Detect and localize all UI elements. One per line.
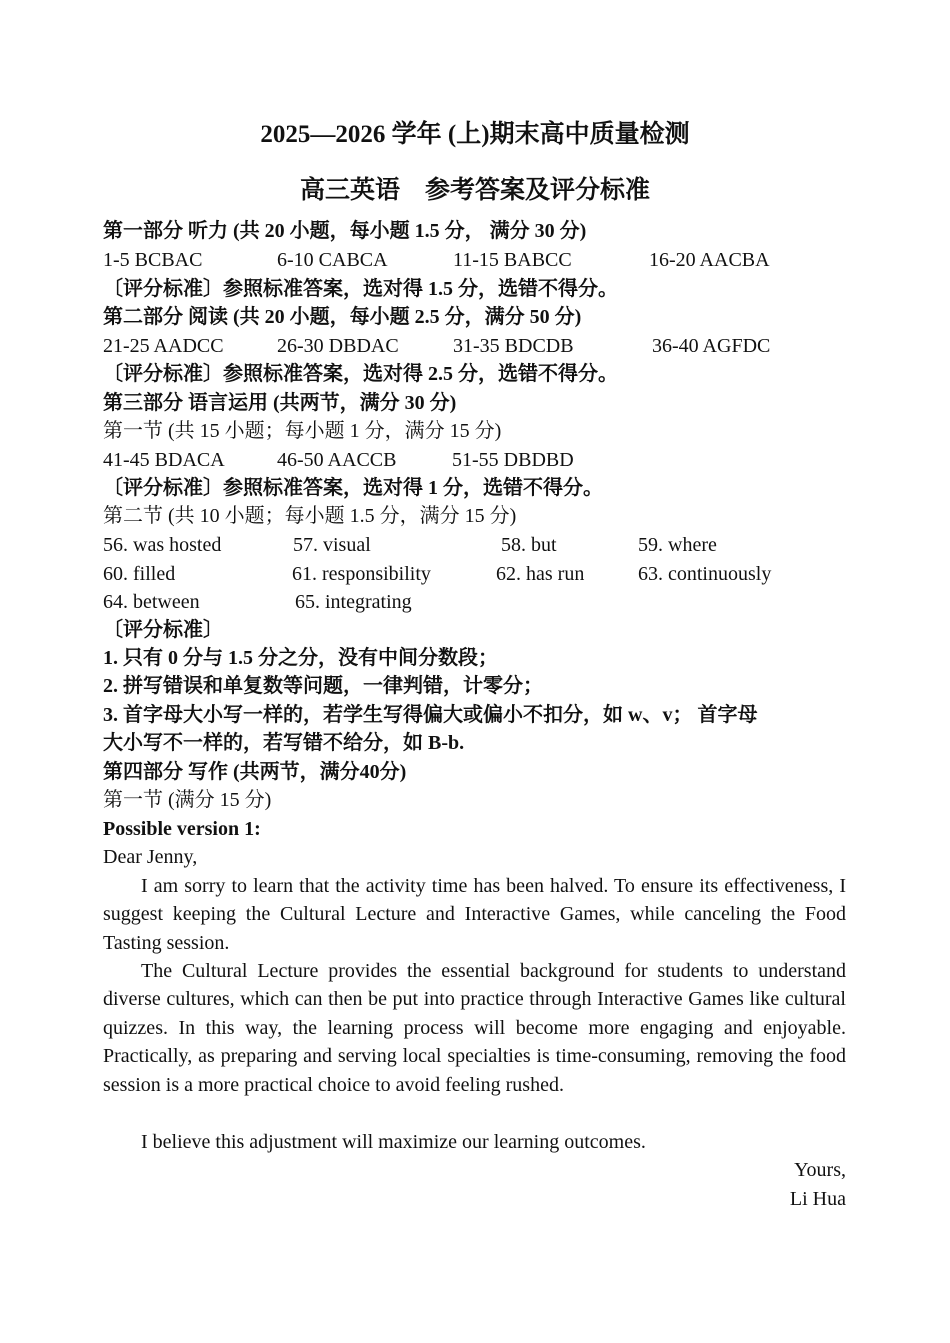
grading-rule-1: 1. 只有 0 分与 1.5 分之分，没有中间分数段； <box>103 647 498 669</box>
possible-version-label: Possible version 1: <box>103 818 261 840</box>
document-subtitle: 高三英语 参考答案及评分标准 <box>299 177 650 204</box>
part2-criteria: 〔评分标准〕参照标准答案，选对得 2.5 分，选错不得分。 <box>103 363 618 385</box>
answer-group: 41-45 BDACA <box>103 449 225 471</box>
part4-heading: 第四部分 写作 (共两节，满分40分) <box>103 761 407 783</box>
grading-rule-3-line2: 大小写不一样的，若写错不给分，如 B-b. <box>103 732 465 754</box>
answer-group: 1-5 BCBAC <box>103 249 203 271</box>
answer-group: 36-40 AGFDC <box>652 335 771 357</box>
answer-group: 31-35 BDCDB <box>453 335 574 357</box>
letter-paragraph-2: The Cultural Lecture provides the essential background for students to understand diverse cultures, which can then be put into practice through Interactive Games like cultural quizzes. In this way, the learning process will become more engaging and enjoyable. Practically, as preparing and serving local specialties is time-consuming, removing the food session is a more practical choice to avoid feeling rushed. <box>103 960 846 1096</box>
answer-item: 65. integrating <box>295 591 412 613</box>
answer-item: 57. visual <box>293 534 371 556</box>
answer-group: 51-55 DBDBD <box>452 449 574 471</box>
part3-section1-heading: 第一节 (共 15 小题；每小题 1 分，满分 15 分) <box>103 420 502 442</box>
answer-item: 64. between <box>103 591 200 613</box>
answer-item: 59. where <box>638 534 717 556</box>
part3-section2-criteria-label: 〔评分标准〕 <box>103 619 223 641</box>
part3-section1-criteria: 〔评分标准〕参照标准答案，选对得 1 分，选错不得分。 <box>103 477 603 499</box>
letter-paragraph-1: I am sorry to learn that the activity time has been halved. To ensure its effectiveness, I suggest keeping the Cultural Lecture and Interactive Games, while canceling the Food Tasting session. <box>103 875 846 954</box>
letter-closing: Yours, <box>794 1159 846 1181</box>
answer-group: 11-15 BABCC <box>453 249 572 271</box>
answer-item: 61. responsibility <box>292 563 431 585</box>
part1-criteria: 〔评分标准〕参照标准答案，选对得 1.5 分，选错不得分。 <box>103 278 618 300</box>
grading-rule-3-line1: 3. 首字母大小写一样的，若学生写得偏大或偏小不扣分，如 w、v； 首字母 <box>103 704 758 726</box>
answer-group: 6-10 CABCA <box>277 249 388 271</box>
document-title: 2025—2026 学年 (上)期末高中质量检测 <box>260 121 690 148</box>
part3-section2-heading: 第二节 (共 10 小题；每小题 1.5 分，满分 15 分) <box>103 505 517 527</box>
answer-group: 26-30 DBDAC <box>277 335 399 357</box>
part4-section1-heading: 第一节 (满分 15 分) <box>103 789 272 811</box>
answer-group: 46-50 AACCB <box>277 449 397 471</box>
part1-heading: 第一部分 听力 (共 20 小题，每小题 1.5 分， 满分 30 分) <box>103 220 587 242</box>
part3-heading: 第三部分 语言运用 (共两节，满分 30 分) <box>103 392 457 414</box>
answer-item: 63. continuously <box>638 563 772 585</box>
answer-item: 58. but <box>501 534 557 556</box>
grading-rule-2: 2. 拼写错误和单复数等问题，一律判错，计零分； <box>103 675 543 697</box>
letter-signature: Li Hua <box>789 1188 846 1210</box>
letter-paragraph-3: I believe this adjustment will maximize our learning outcomes. <box>141 1131 646 1153</box>
letter-greeting: Dear Jenny, <box>103 846 198 868</box>
answer-group: 16-20 AACBA <box>649 249 770 271</box>
part2-heading: 第二部分 阅读 (共 20 小题，每小题 2.5 分，满分 50 分) <box>103 306 582 328</box>
answer-item: 60. filled <box>103 563 176 585</box>
answer-group: 21-25 AADCC <box>103 335 224 357</box>
answer-item: 62. has run <box>496 563 585 585</box>
answer-item: 56. was hosted <box>103 534 222 556</box>
